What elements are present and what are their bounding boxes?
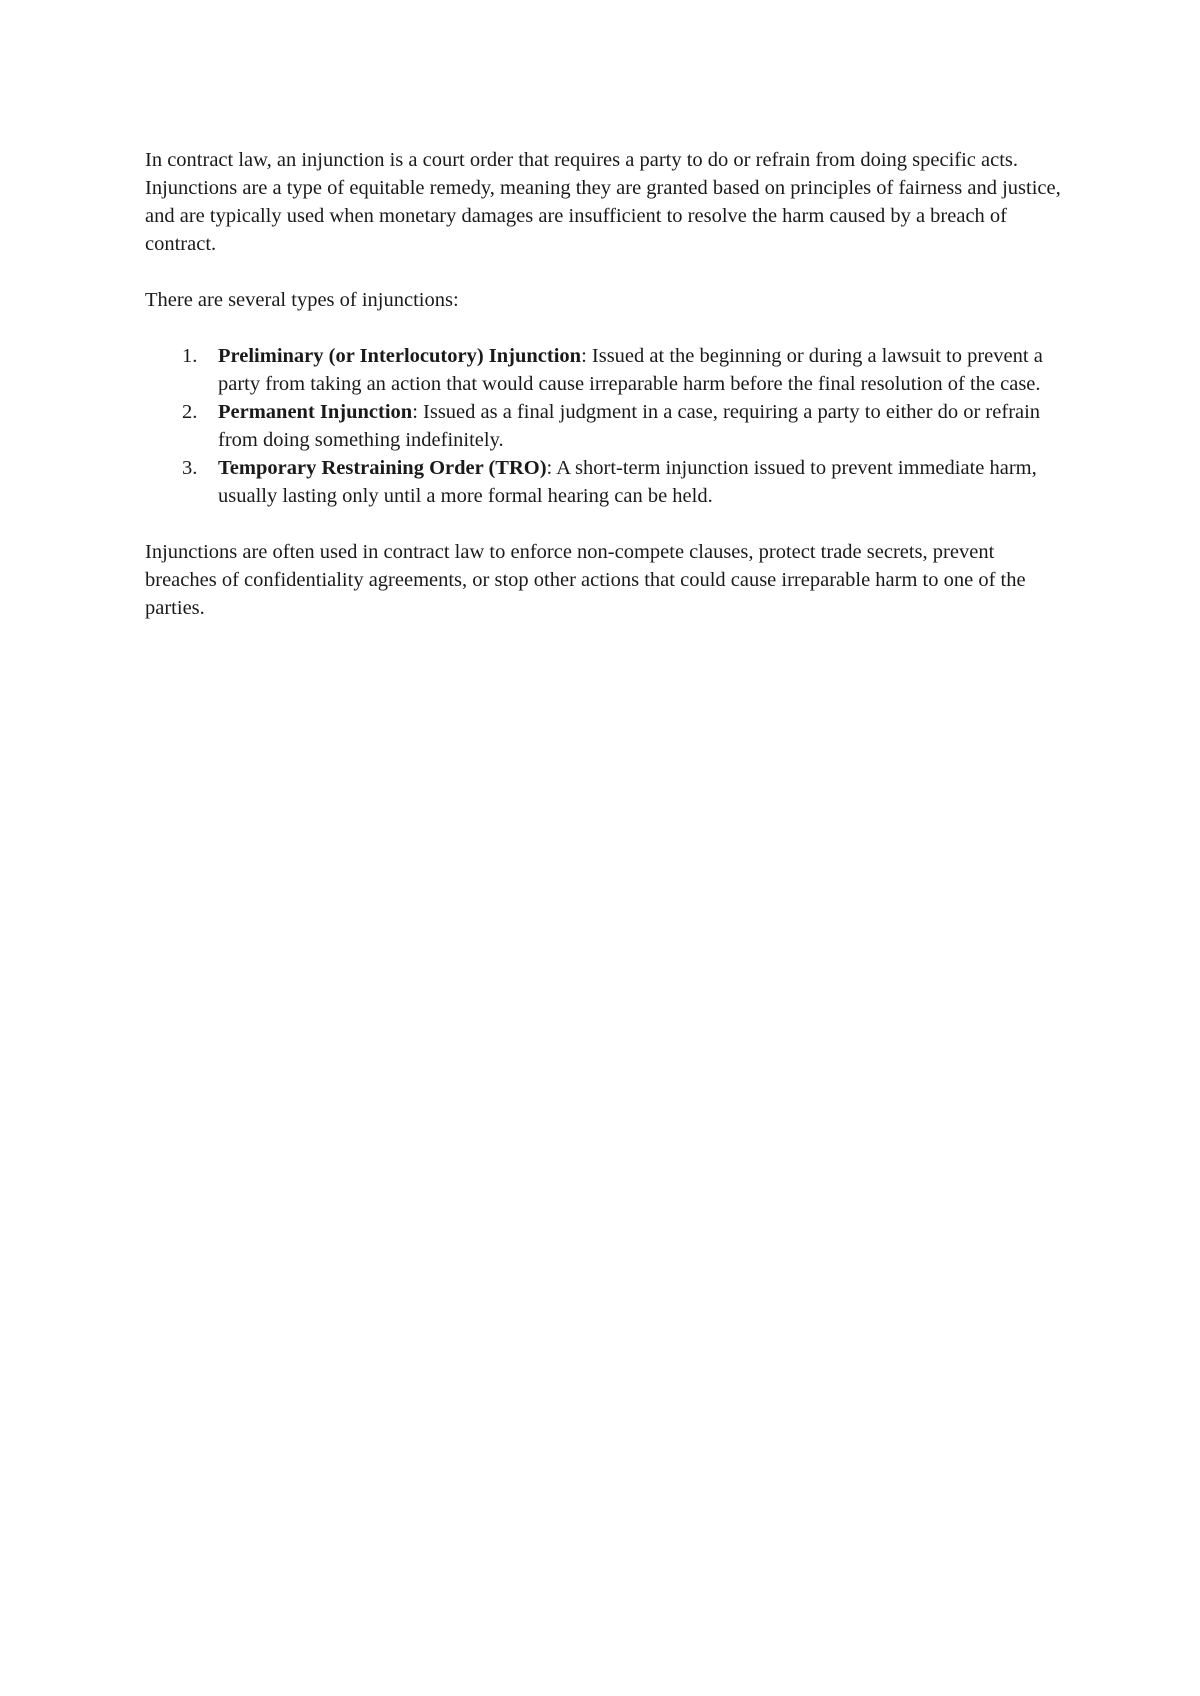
list-heading: There are several types of injunctions: [145,289,459,311]
list-item-term: Permanent Injunction [218,401,413,423]
list-item-term: Preliminary (or Interlocutory) Injunction [218,345,582,367]
list-item-description: : Issued as a final judgment in a case, requiring a party to either do or refrain from doing something indefinitely. [218,401,1041,451]
list-item-number: 1. [182,345,198,367]
list-item-description: : Issued at the beginning or during a lawsuit to prevent a party from taking an action that would cause irreparable harm before the final resolution of the case. [218,345,1043,395]
list-item-number: 3. [182,457,198,479]
list-item [145,454,1065,510]
list-item [145,342,1065,398]
list-item-number: 2. [182,401,198,423]
list-item [145,398,1065,454]
injunction-types-list [145,342,1065,510]
list-item-term: Temporary Restraining Order (TRO) [218,457,547,479]
intro-paragraph: In contract law, an injunction is a court order that requires a party to do or refrain from doing specific acts. Injunctions are a type of equitable remedy, meaning they are granted based on principles of fairness and justice, and are typically used when monetary damages are insufficient to resolve the harm caused by a breach of contract. [145,149,1061,255]
document-body [145,146,1065,650]
list-item-description: : A short-term injunction issued to prevent immediate harm, usually lasting only until a more formal hearing can be held. [218,457,1037,507]
conclusion-paragraph: Injunctions are often used in contract law to enforce non-compete clauses, protect trade secrets, prevent breaches of confidentiality agreements, or stop other actions that could cause irreparable harm to one of the parties. [145,541,1026,619]
